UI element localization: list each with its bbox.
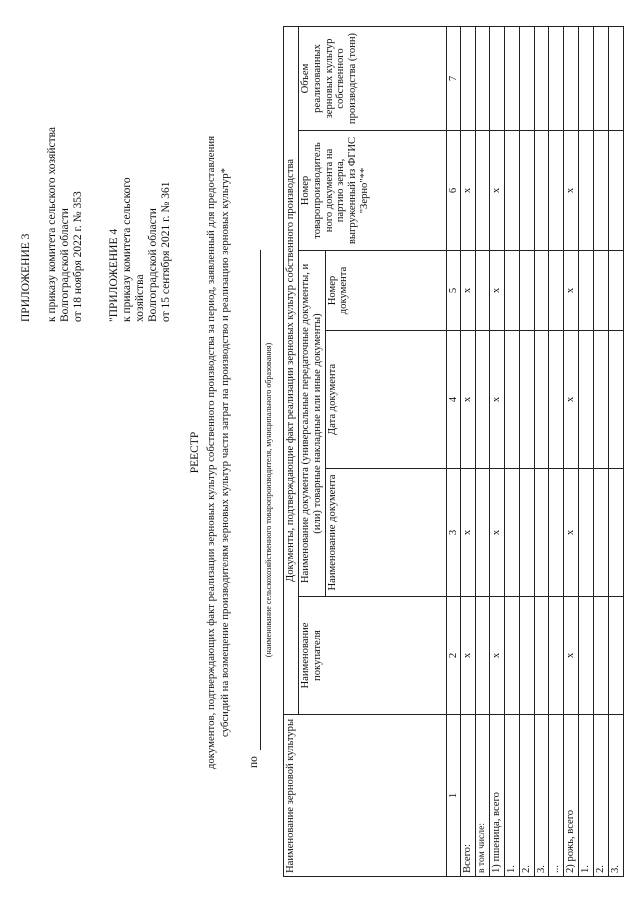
header-buyer: Наименование покупателя [298,597,446,715]
table-cell [579,469,594,597]
table-cell [519,27,534,131]
table-cell: х [490,131,505,251]
table-cell [476,27,490,131]
table-cell [534,251,549,331]
table-row [461,27,476,877]
table-cell [594,251,609,331]
column-numbers-row [446,27,461,877]
column-number: 7 [446,27,461,131]
table-cell [594,469,609,597]
table-cell [504,597,519,715]
table-cell [594,331,609,469]
table-row [534,27,549,877]
table-row [476,27,490,877]
table-cell: х [490,597,505,715]
row-label: 1. [504,715,519,877]
name-caption: (наименование сельскохозяйственного товаропроизводителя, муниципального образования) [264,342,273,658]
table-cell [549,251,564,331]
table-cell [504,251,519,331]
table-cell [579,27,594,131]
column-number: 5 [446,251,461,331]
name-underline [260,250,261,750]
table-cell [579,131,594,251]
table-cell [461,27,476,131]
appendix3-line3: от 18 ноября 2022 г. № 353 [72,191,84,322]
appendix4-line4: от 15 сентября 2021 г. № 361 [160,181,172,322]
table-cell [504,331,519,469]
table-row [519,27,534,877]
table-cell [564,27,579,131]
title-line1: документов, подтверждающих факт реализации зерновых культур собственного производства за период, заявленный для предоставления [205,135,217,770]
row-label: 1. [579,715,594,877]
table-row [594,27,609,877]
table-cell [608,469,623,597]
table-cell [549,469,564,597]
appendix4-line1: к приказу комитета сельского [121,177,133,322]
table-cell: х [461,597,476,715]
column-number: 2 [446,597,461,715]
table-cell [594,131,609,251]
table-cell [608,27,623,131]
row-label: в том числе: [476,715,490,877]
row-label: ... [549,715,564,877]
row-label: 3. [608,715,623,877]
table-cell: х [490,251,505,331]
column-number: 4 [446,331,461,469]
by-label: по [248,756,260,768]
table-row [549,27,564,877]
table-cell [579,251,594,331]
table-cell [519,331,534,469]
appendix3-line1: к приказу комитета сельского хозяйства [46,126,58,322]
table-cell [519,597,534,715]
table-cell [504,27,519,131]
table-cell [608,131,623,251]
table-cell [594,597,609,715]
header-doc-number: Номер документа [325,251,446,331]
title-line2: субсидий на возмещение производителям зерновых культур части затрат на производство и реализацию зерновых культур* [219,167,231,738]
table-cell [476,469,490,597]
header-volume: Объем реализованных зерновых культур собственного производства (тонн) [298,27,446,131]
table-cell [534,331,549,469]
appendix3-title: ПРИЛОЖЕНИЕ 3 [20,233,32,322]
row-label: 3. [534,715,549,877]
table-cell [594,27,609,131]
table-cell [549,131,564,251]
appendix4-title: "ПРИЛОЖЕНИЕ 4 [108,228,120,322]
appendix4-line2: хозяйства [134,274,146,322]
table-cell: х [461,331,476,469]
header-transfer-docs: Наименование документа (универсальные передаточные документы, и (или) товарные накладные или иные документы) [298,251,325,597]
table-cell [534,597,549,715]
table-cell [519,131,534,251]
row-label: 2. [519,715,534,877]
table-row [579,27,594,877]
table-cell [534,27,549,131]
registry-table [283,26,624,877]
table-cell: х [564,131,579,251]
table-cell [608,597,623,715]
table-cell [519,469,534,597]
column-number: 1 [446,715,461,877]
table-cell [476,251,490,331]
table-cell [504,469,519,597]
table-cell: х [490,331,505,469]
table-cell: х [461,251,476,331]
registry-heading: РЕЕСТР [189,431,201,474]
header-doc-date: Дата документа [325,331,446,469]
table-cell [608,251,623,331]
table-cell: х [461,131,476,251]
table-cell [476,597,490,715]
header-crop: Наименование зерновой культуры [284,715,447,877]
table-cell [519,251,534,331]
table-cell: х [564,331,579,469]
table-cell [549,597,564,715]
row-label: 2. [594,715,609,877]
table-cell [490,27,505,131]
table-cell [534,131,549,251]
table-row [564,27,579,877]
appendix4-line3: Волгоградской области [147,208,159,322]
appendix3-line2: Волгоградской области [59,208,71,322]
column-number: 6 [446,131,461,251]
table-cell: х [461,469,476,597]
table-cell [504,131,519,251]
table-row [504,27,519,877]
table-cell [579,331,594,469]
table-cell [549,27,564,131]
table-cell [608,331,623,469]
header-fgis-number: Номер товаропроизводитель ного документа на партию зерна, выгруженный из ФГИС "Зерно"** [298,131,446,251]
table-cell: х [564,469,579,597]
table-cell [476,131,490,251]
table-cell [534,469,549,597]
table-cell: х [564,251,579,331]
header-doc-name: Наименование документа [325,469,446,597]
row-label: Всего: [461,715,476,877]
table-cell: х [490,469,505,597]
header-documents-group: Документы, подтверждающие факт реализации зерновых культур собственного производства [284,27,299,715]
table-cell [549,331,564,469]
table-row [608,27,623,877]
column-number: 3 [446,469,461,597]
row-label: 1) пшеница, всего [490,715,505,877]
row-label: 2) рожь, всего [564,715,579,877]
table-row [490,27,505,877]
table-cell [579,597,594,715]
table-cell: х [564,597,579,715]
table-cell [476,331,490,469]
